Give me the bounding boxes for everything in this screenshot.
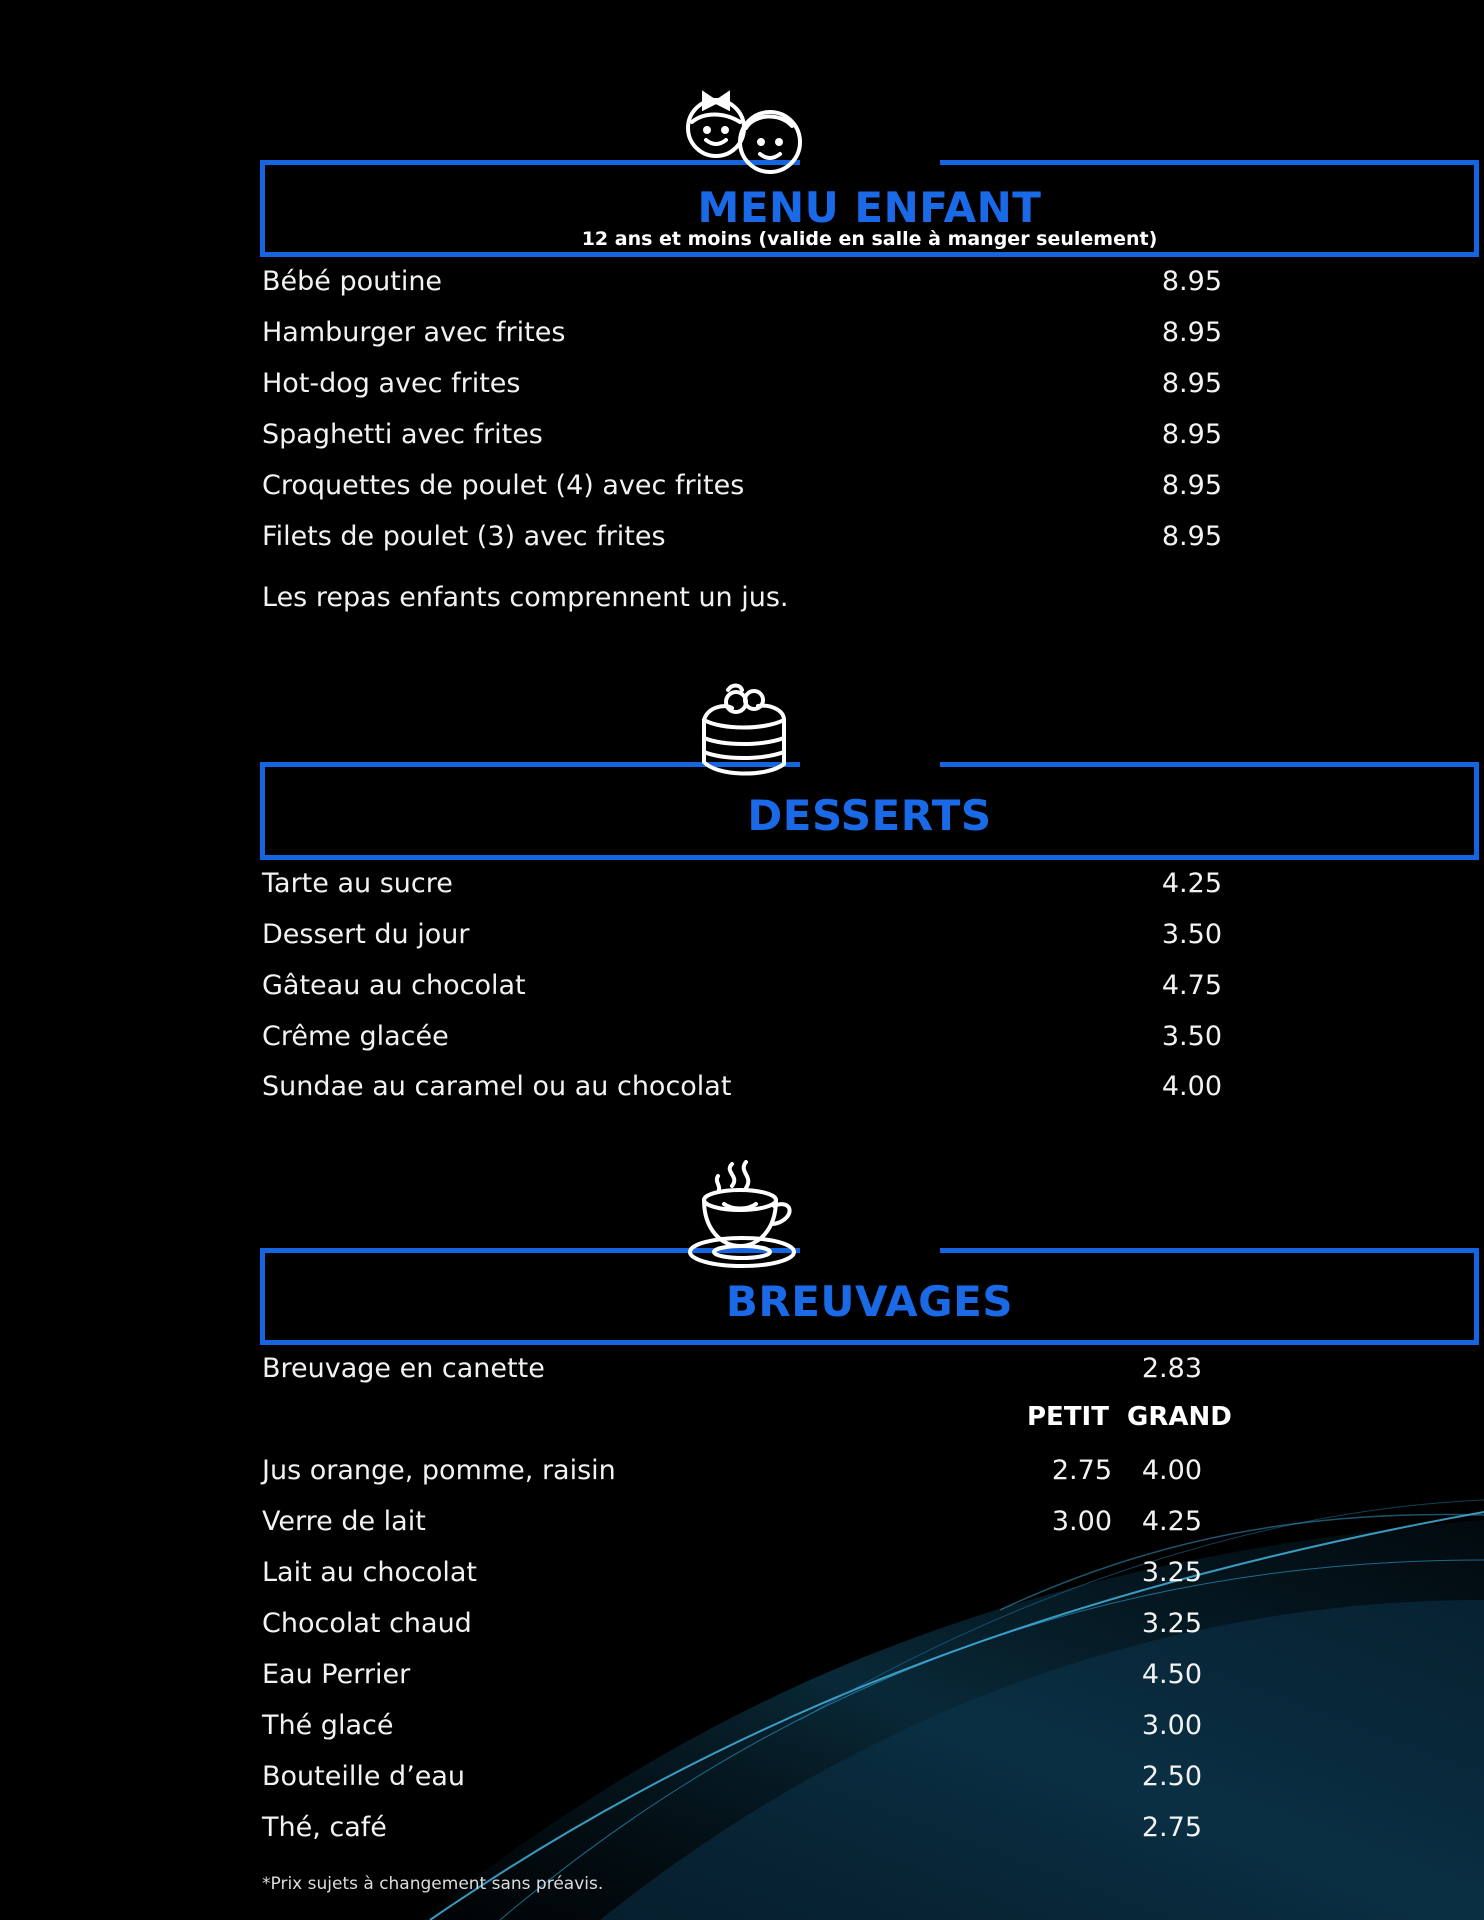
item-name: Verre de lait [262,1506,426,1537]
kids-title: MENU ENFANT [697,183,1042,232]
list-item [262,1553,1222,1593]
drinks-header-box [260,1248,1479,1345]
item-price-large: 4.00 [1141,1455,1202,1486]
list-item [262,1017,1222,1057]
list-item [262,1502,1222,1542]
list-item [262,1808,1222,1848]
item-price: 2.83 [1141,1353,1202,1384]
item-price: 8.95 [1161,266,1222,297]
cake-icon [696,682,792,782]
item-name: Bouteille d’eau [262,1761,466,1792]
item-name: Spaghetti avec frites [262,419,543,450]
item-price-large: 4.50 [1141,1659,1202,1690]
item-name: Croquettes de poulet (4) avec frites [262,470,745,501]
list-item [262,517,1222,557]
item-price-large: 2.75 [1141,1812,1202,1843]
item-price: 8.95 [1161,317,1222,348]
list-item [262,466,1222,506]
list-item [262,1067,1222,1107]
coffee-cup-icon [688,1160,800,1270]
footnote: *Prix sujets à changement sans préavis. [262,1874,604,1894]
list-item [262,915,1222,955]
list-item [262,1349,1222,1389]
item-price: 8.95 [1161,521,1222,552]
list-item [262,1655,1222,1695]
item-price: 3.50 [1161,919,1222,950]
item-name: Eau Perrier [262,1659,411,1690]
kids-subtitle: 12 ans et moins (valide en salle à manger seulement) [581,228,1158,250]
item-name: Jus orange, pomme, raisin [262,1455,616,1486]
drinks-title: BREUVAGES [725,1277,1014,1326]
desserts-header-box [260,762,1479,860]
list-item [262,313,1222,353]
item-name: Thé, café [262,1812,387,1843]
item-price: 4.25 [1161,868,1222,899]
list-item [262,966,1222,1006]
item-price-small: 3.00 [1051,1506,1112,1537]
kids-header-box [260,160,1479,257]
item-price: 8.95 [1161,419,1222,450]
item-name: Bébé poutine [262,266,443,297]
item-name: Sundae au caramel ou au chocolat [262,1071,732,1102]
item-price: 4.00 [1161,1071,1222,1102]
item-name: Gâteau au chocolat [262,970,526,1001]
item-price-large: 3.25 [1141,1557,1202,1588]
list-item [262,1451,1222,1491]
item-price-small: 2.75 [1051,1455,1112,1486]
kids-note: Les repas enfants comprennent un jus. [262,582,789,613]
item-price-large: 3.00 [1141,1710,1202,1741]
item-name: Hamburger avec frites [262,317,566,348]
list-item [262,262,1222,302]
item-name: Chocolat chaud [262,1608,472,1639]
item-name: Tarte au sucre [262,868,453,899]
item-price-large: 2.50 [1141,1761,1202,1792]
item-price-large: 4.25 [1141,1506,1202,1537]
item-name: Filets de poulet (3) avec frites [262,521,666,552]
item-price: 8.95 [1161,470,1222,501]
item-price: 4.75 [1161,970,1222,1001]
kids-faces-icon [680,84,806,180]
item-name: Thé glacé [262,1710,394,1741]
desserts-title: DESSERTS [747,791,992,840]
item-name: Dessert du jour [262,919,470,950]
list-item [262,415,1222,455]
list-item [262,1757,1222,1797]
list-item [262,1706,1222,1746]
item-name: Hot-dog avec frites [262,368,521,399]
column-header-small: PETIT [1027,1402,1109,1432]
item-price: 3.50 [1161,1021,1222,1052]
list-item [262,864,1222,904]
list-item [262,1604,1222,1644]
item-name: Lait au chocolat [262,1557,477,1588]
item-price-large: 3.25 [1141,1608,1202,1639]
item-price: 8.95 [1161,368,1222,399]
item-name: Breuvage en canette [262,1353,545,1384]
list-item [262,364,1222,404]
item-name: Crême glacée [262,1021,449,1052]
column-header-large: GRAND [1127,1402,1232,1432]
